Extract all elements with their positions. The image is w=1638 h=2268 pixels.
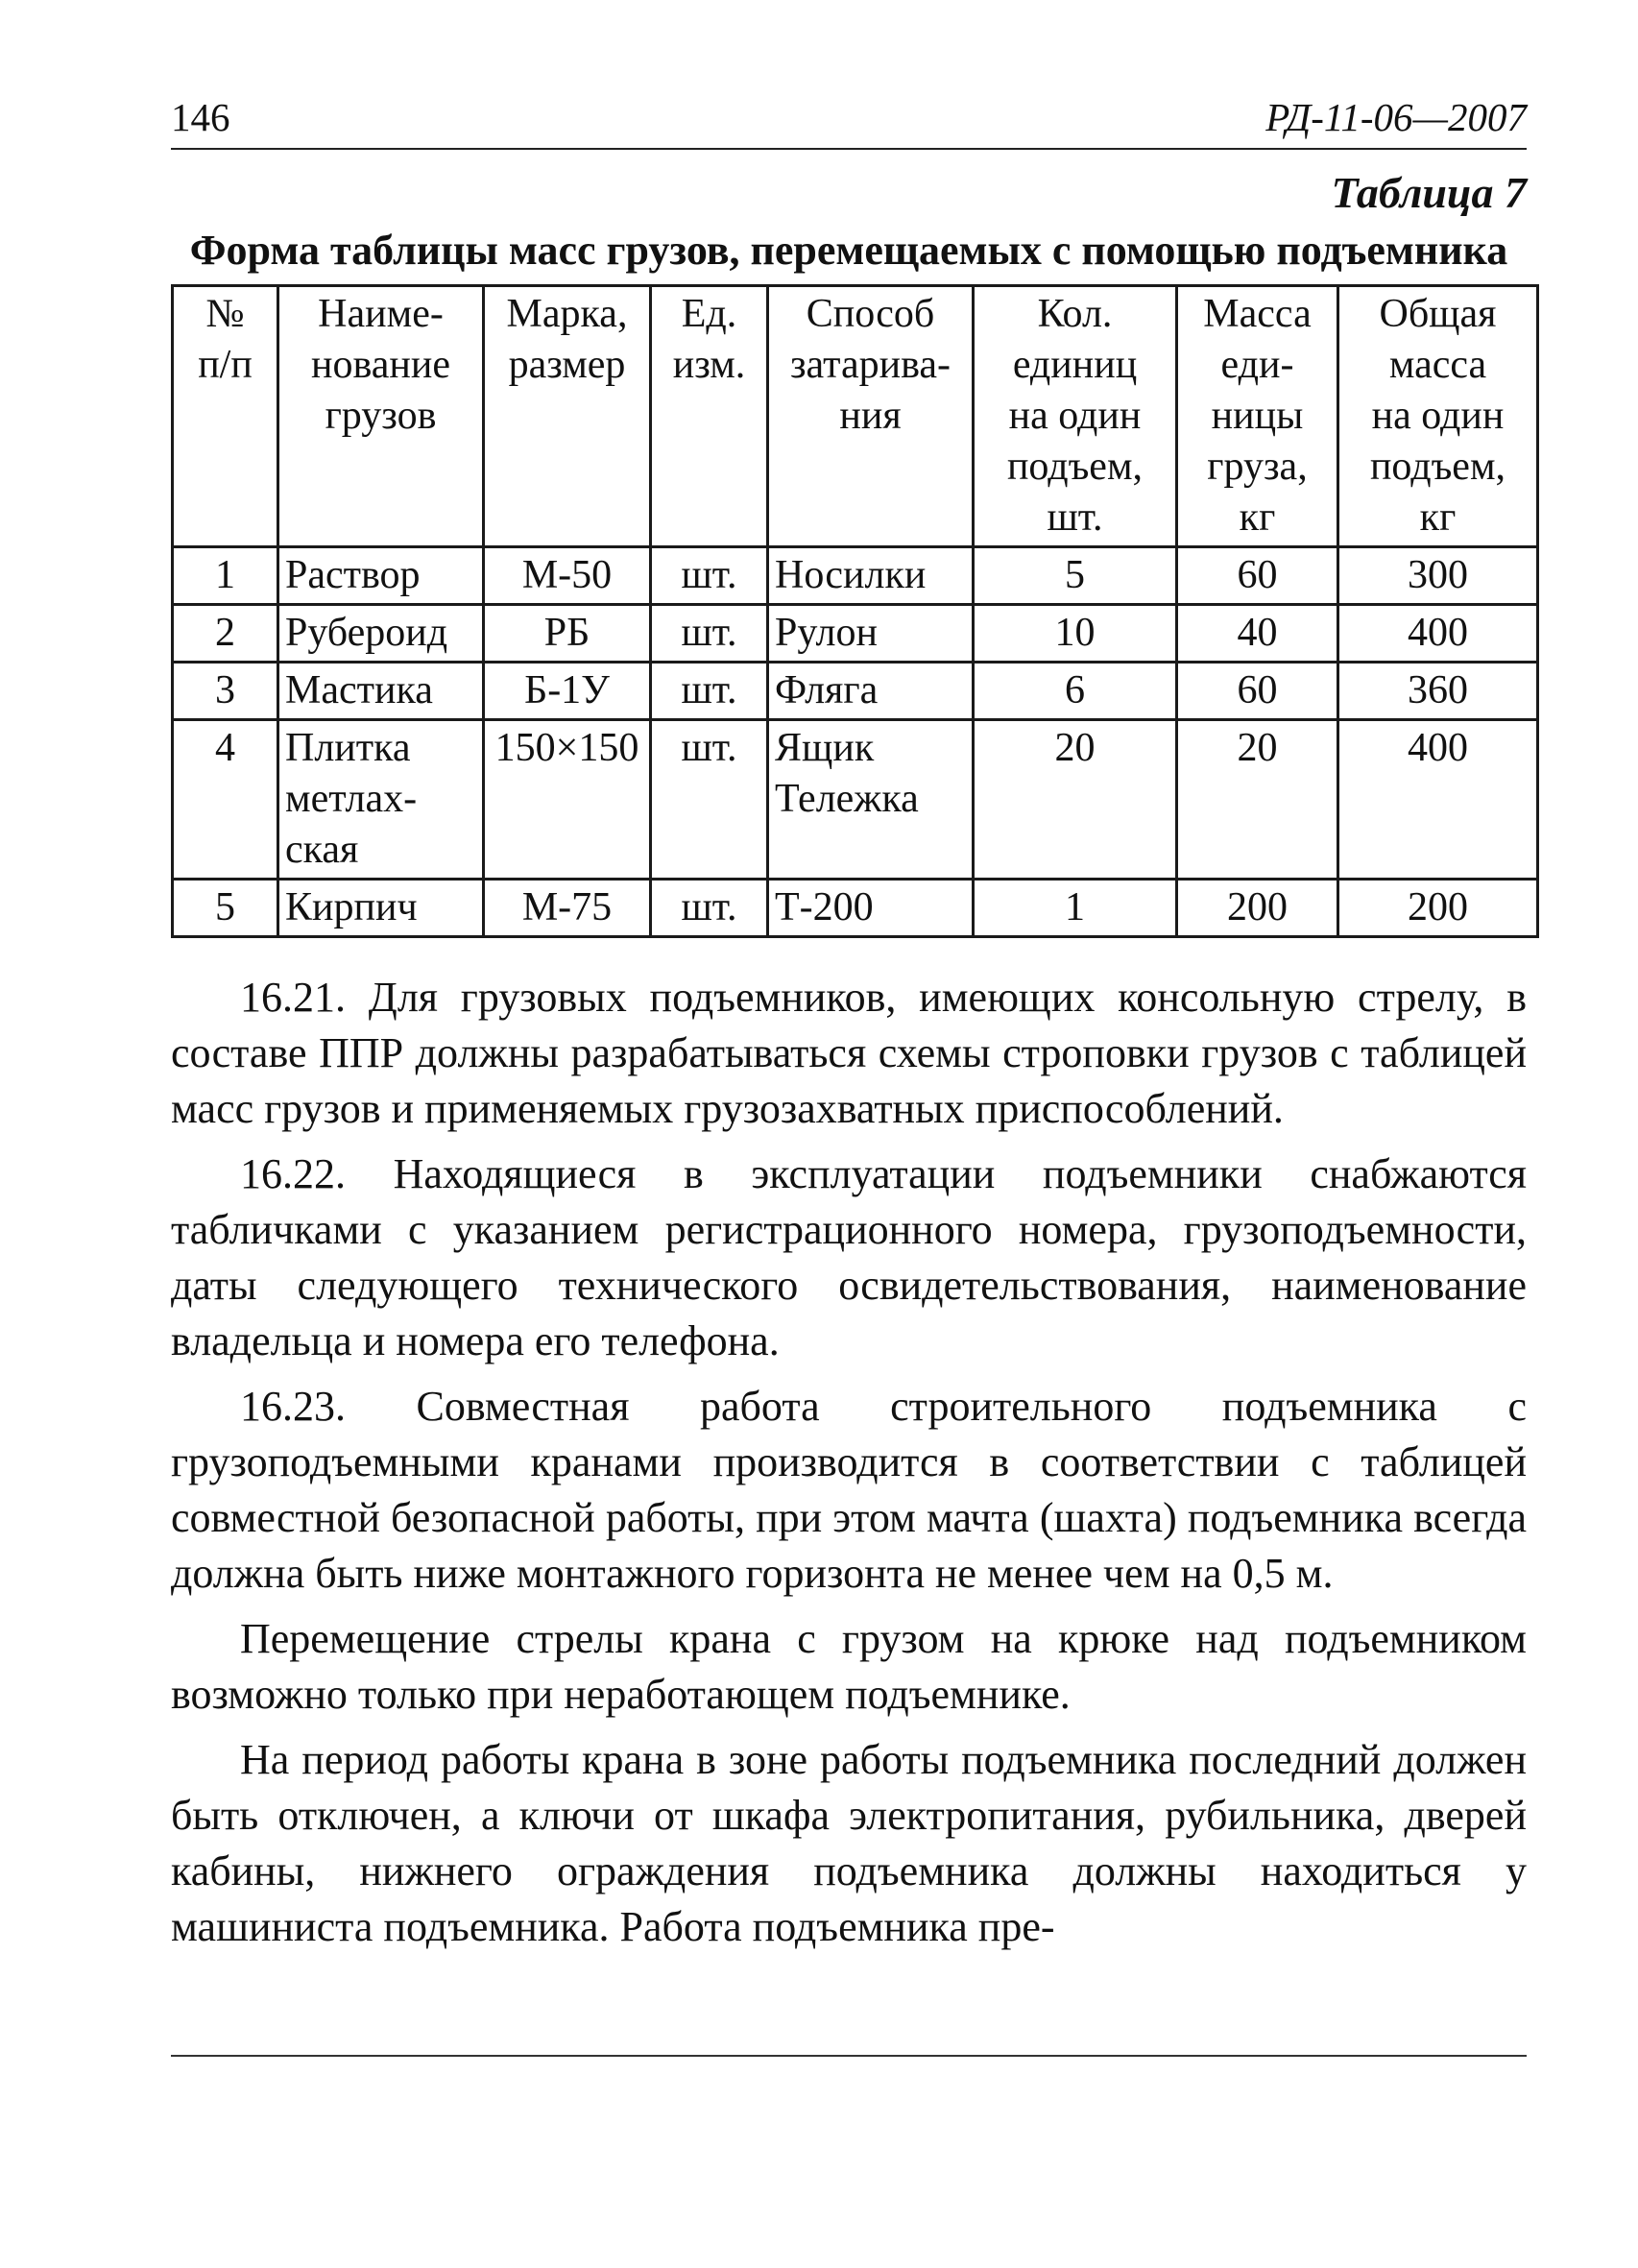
column-header-line: № [205,292,245,336]
column-header-line: масса [1388,343,1487,387]
column-header-line: ницы [1211,394,1304,438]
paragraph-boom-movement: Перемещение стрелы крана с грузом на крюке над подъемником возможно только при неработающем подъемнике. [171,1615,1527,1718]
cell-unit-mass: 40 [1177,605,1338,663]
cell-quantity: 1 [974,880,1177,937]
cell-name [278,880,484,937]
cell-unit-mass: 60 [1177,663,1338,720]
column-header-line: Ед. [681,292,737,336]
column-header-line: кг [1419,495,1457,540]
column-header [1177,286,1338,547]
column-header [1338,286,1538,547]
cell-mark: Б-1У [484,663,651,720]
cell-unit-mass: 200 [1177,880,1338,937]
column-header-line: нование [311,343,450,387]
cell-mark: М-50 [484,547,651,605]
cell-line: Тележка [775,777,919,821]
cell-quantity: 20 [974,720,1177,880]
column-header-line: на один [1371,394,1505,438]
column-header [768,286,974,547]
column-header-line: еди- [1220,343,1294,387]
column-header-line: Кол. [1037,292,1113,336]
cell-mark: РБ [484,605,651,663]
cell-unit: шт. [651,547,768,605]
table-row [173,880,1538,937]
cell-unit: шт. [651,880,768,937]
column-header-line: единиц [1012,343,1138,387]
cell-quantity: 6 [974,663,1177,720]
table-row [173,547,1538,605]
column-header-line: Способ [806,292,935,336]
table-caption: Форма таблицы масс грузов, перемещаемых с помощью подъемника [189,227,1508,274]
cell-mark: М-75 [484,880,651,937]
cell-line: ская [285,828,359,872]
cell-packing [768,720,974,880]
cell-total-mass: 400 [1338,605,1538,663]
column-header [173,286,278,547]
cell-number: 4 [173,720,278,880]
page-number: 146 [171,95,230,139]
column-header-line: Марка, [506,292,628,336]
column-header-line: ния [839,394,902,438]
cell-total-mass: 300 [1338,547,1538,605]
cell-quantity: 10 [974,605,1177,663]
cell-number: 1 [173,547,278,605]
cell-name [278,547,484,605]
column-header-line: Общая [1379,292,1497,336]
column-header-line: подъем, [1369,445,1506,489]
column-header-line: шт. [1047,495,1103,540]
footer-rule [171,2055,1527,2057]
cell-unit-mass: 20 [1177,720,1338,880]
column-header-line: размер [508,343,626,387]
cell-line: Носилки [775,553,927,597]
column-header-line: Наиме- [318,292,444,336]
cell-number: 5 [173,880,278,937]
column-header-line: Масса [1203,292,1312,336]
cell-line: Кирпич [285,885,418,929]
table-row [173,663,1538,720]
document-code: РД-11-06—2007 [1265,95,1527,139]
cell-unit: шт. [651,720,768,880]
cell-number: 2 [173,605,278,663]
cell-packing [768,880,974,937]
cell-line: Рубероид [285,611,448,655]
column-header-line: затарива- [789,343,951,387]
cell-total-mass: 400 [1338,720,1538,880]
cell-unit: шт. [651,663,768,720]
column-header-line: п/п [198,343,253,387]
cell-packing [768,605,974,663]
paragraph-crane-operation: На период работы крана в зоне работы подъемника последний должен быть отключен, а ключи от шкафа электропитания, рубильника, дверей кабины, нижнего ограждения подъемника должны находиться у машиниста подъемника. Работа подъемника пре- [171,1736,1527,1950]
cell-total-mass: 360 [1338,663,1538,720]
column-header [974,286,1177,547]
cell-packing [768,547,974,605]
paragraph-16-22: 16.22. Находящиеся в эксплуатации подъемники снабжаются табличками с указанием регистрационного номера, грузоподъемности, даты следующего технического освидетельствования, наименование владельца и номера его телефона. [171,1150,1527,1364]
column-header-line: изм. [672,343,746,387]
column-header-line: подъем, [1006,445,1144,489]
column-header [278,286,484,547]
table-body [173,547,1538,937]
running-header [171,92,1527,150]
column-header-line: кг [1239,495,1276,540]
table-row [173,720,1538,880]
cell-name [278,720,484,880]
column-header-line: грузов [325,394,437,438]
cell-mark: 150×150 [484,720,651,880]
cell-line: Т-200 [775,885,874,929]
cell-line: Мастика [285,668,433,712]
cell-line: Раствор [285,553,421,597]
cell-line: Ящик [775,726,875,770]
column-header-line: на один [1008,394,1142,438]
cell-line: метлах- [285,777,418,821]
column-header-line: груза, [1207,445,1308,489]
column-header [484,286,651,547]
column-header [651,286,768,547]
paragraph-16-21: 16.21. Для грузовых подъемников, имеющих консольную стрелу, в составе ППР должны разрабатываться схемы строповки грузов с таблицей масс грузов и применяемых грузозахватных приспособлений. [171,974,1527,1132]
paragraph-16-23: 16.23. Совместная работа строительного подъемника с грузоподъемными кранами производится в соответствии с таблицей совместной безопасной работы, при этом мачта (шахта) подъемника всегда должна быть ниже монтажного горизонта не менее чем на 0,5 м. [171,1383,1527,1597]
table-row [173,605,1538,663]
cell-number: 3 [173,663,278,720]
table-header-row [173,286,1538,547]
cell-packing [768,663,974,720]
cell-line: Рулон [775,611,878,655]
cell-line: Плитка [285,726,411,770]
body-text [171,970,1527,1965]
cell-total-mass: 200 [1338,880,1538,937]
cell-unit-mass: 60 [1177,547,1338,605]
cargo-mass-table [171,284,1539,938]
cell-line: Фляга [775,668,879,712]
cell-name [278,663,484,720]
cell-name [278,605,484,663]
cell-quantity: 5 [974,547,1177,605]
table-label: Таблица 7 [1331,168,1527,217]
cell-unit: шт. [651,605,768,663]
